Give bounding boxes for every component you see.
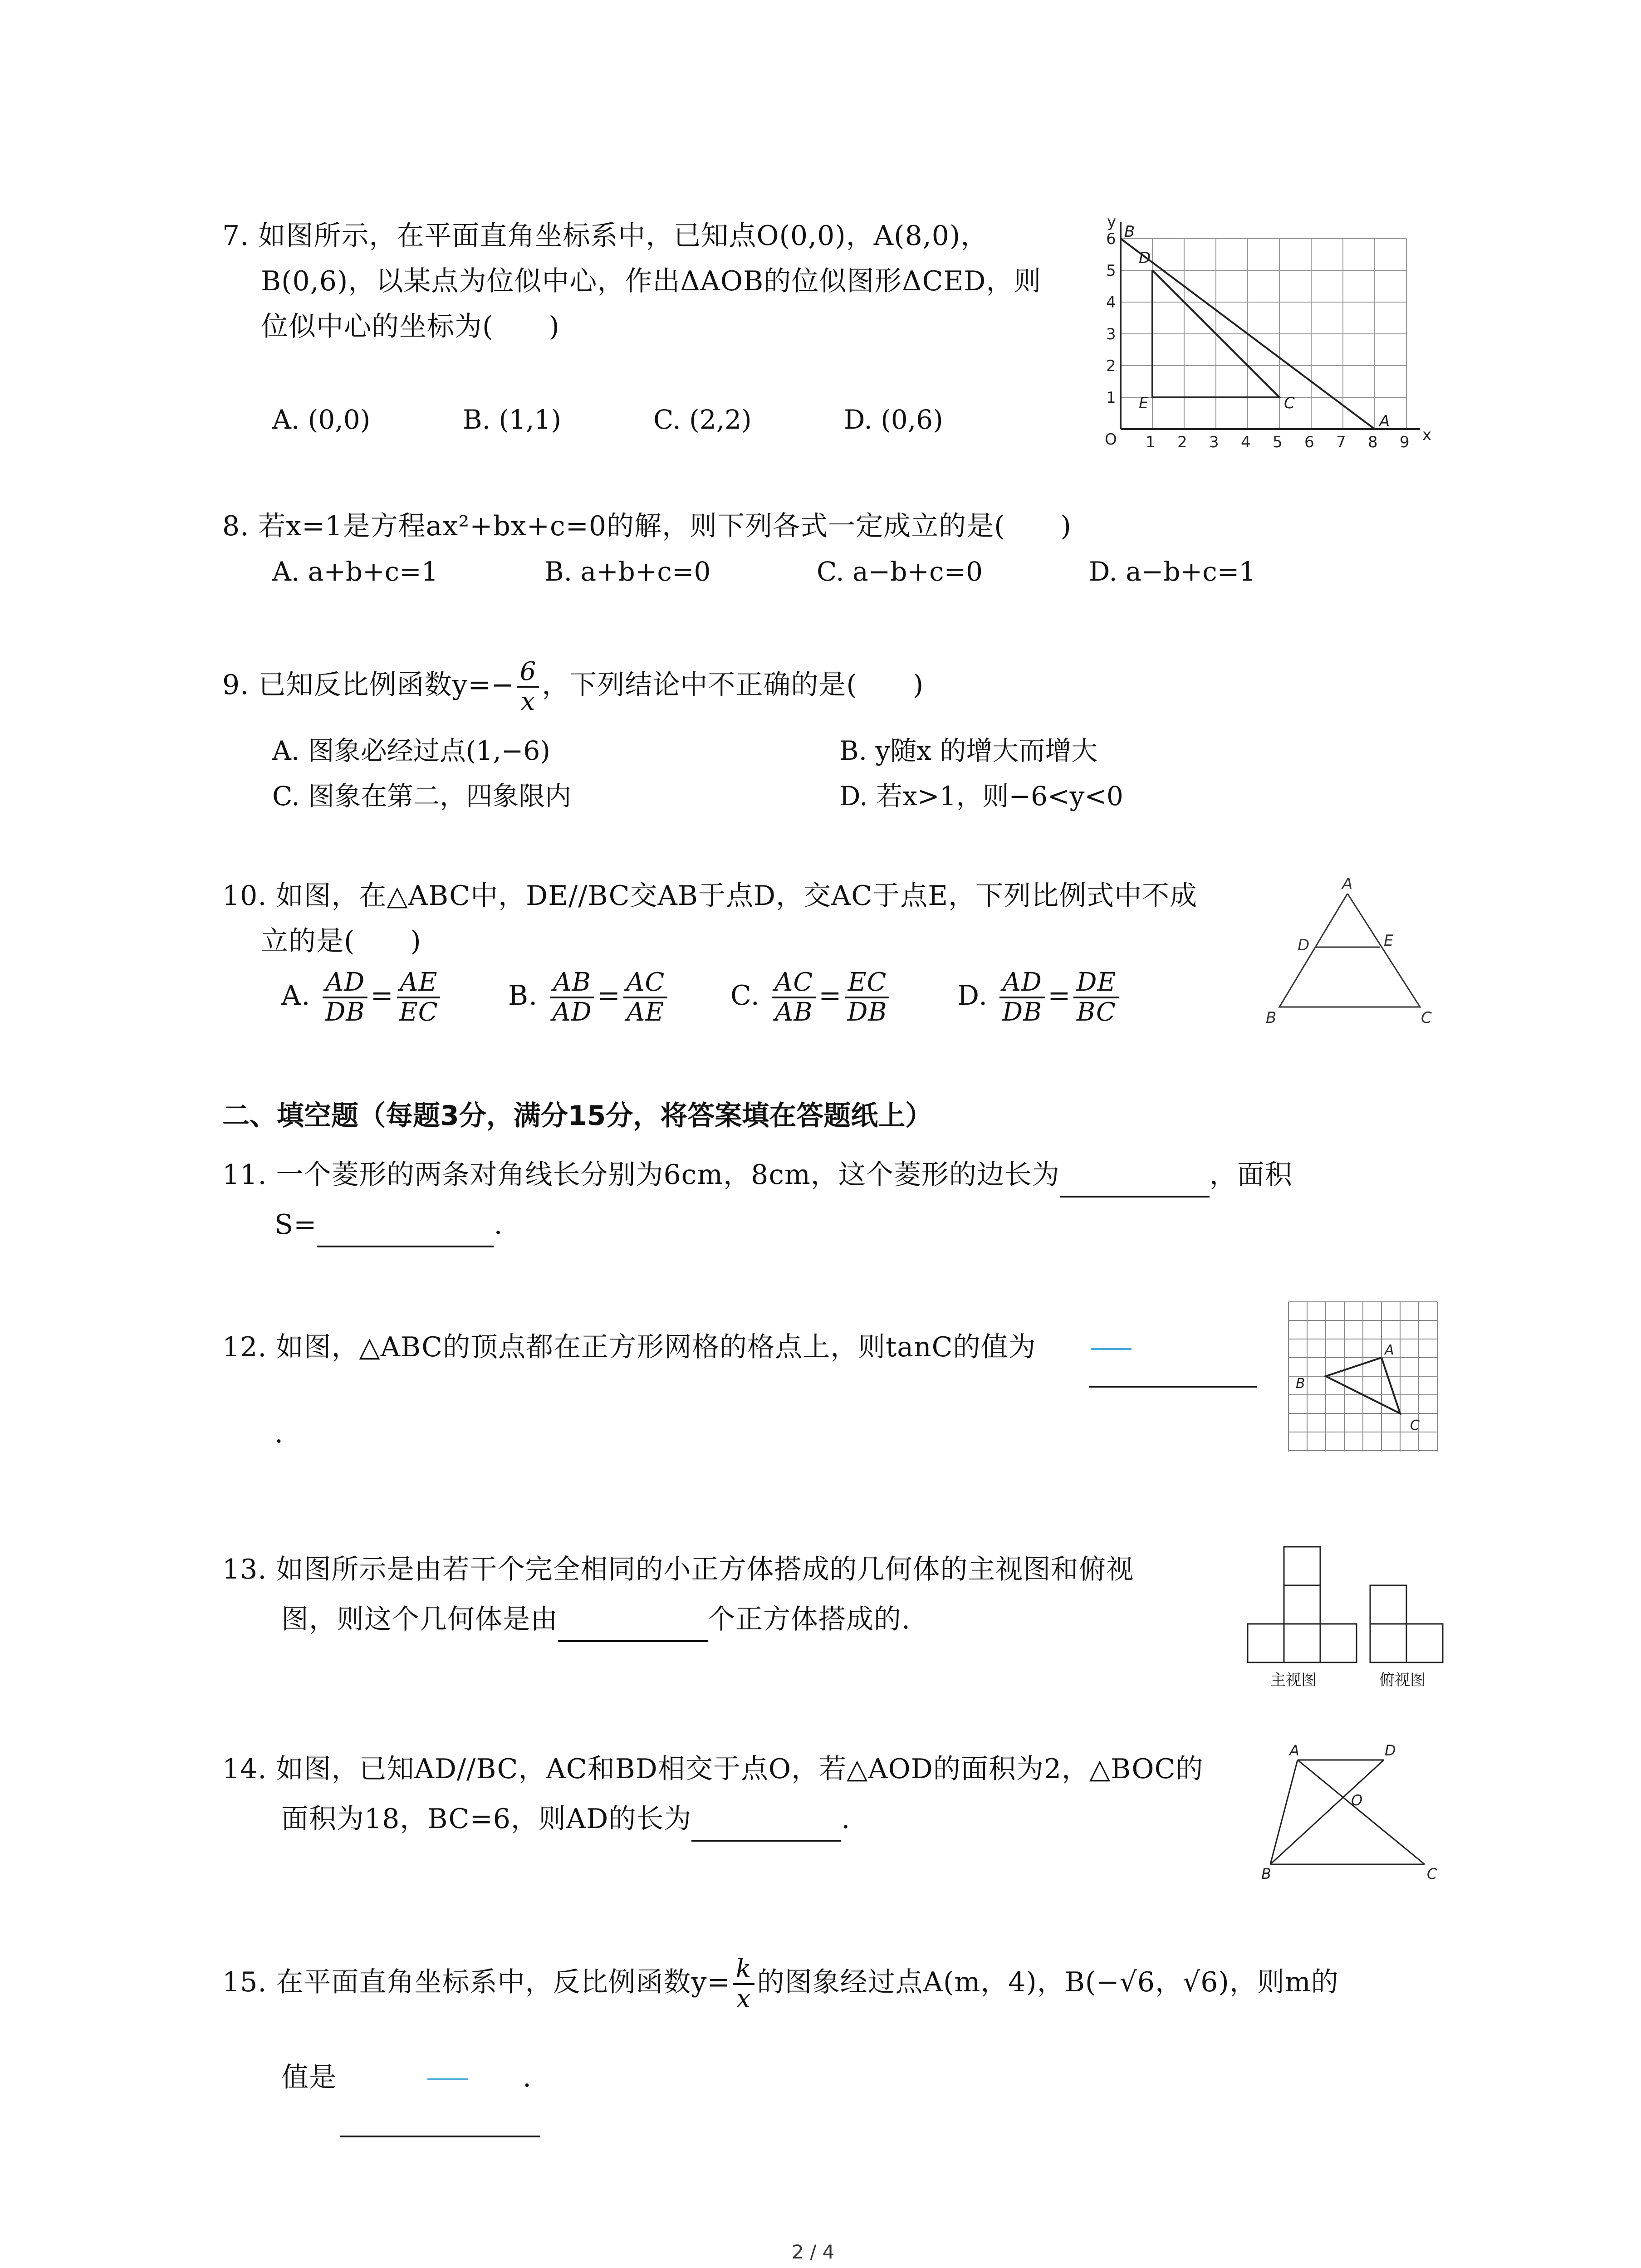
frac-num: EC: [845, 968, 890, 998]
svg-text:4: 4: [1106, 293, 1116, 312]
svg-text:8: 8: [1368, 433, 1378, 451]
fraction: [845, 968, 890, 1026]
svg-text:O: O: [1351, 1792, 1363, 1809]
svg-text:A: A: [1342, 875, 1353, 893]
svg-text:x: x: [1422, 426, 1432, 444]
q9-option-a[interactable]: A. 图象必经过点(1,−6): [272, 735, 550, 766]
q8-stem: 8. 若x=1是方程ax²+bx+c=0的解，则下列各式一定成立的是( ): [222, 510, 1072, 542]
svg-text:D: D: [1385, 1742, 1396, 1759]
svg-text:A: A: [1385, 1342, 1394, 1358]
fraction: [1073, 968, 1119, 1026]
svg-text:B: B: [1124, 223, 1135, 241]
q9-stem: [222, 653, 924, 717]
q8-option-a[interactable]: A. a+b+c=1: [272, 556, 438, 587]
frac-num: AE: [397, 968, 440, 998]
q13-text-end: 个正方体搭成的.: [708, 1603, 911, 1635]
q12-line1: [222, 1325, 1132, 1370]
q11-answer-blank-area[interactable]: [317, 1214, 494, 1247]
svg-text:6: 6: [1106, 230, 1116, 248]
q14-period: .: [841, 1803, 851, 1835]
q9-frac-den: x: [520, 687, 536, 717]
svg-text:C: C: [1421, 1009, 1432, 1027]
q10-option-c-label: C.: [730, 980, 760, 1012]
svg-text:2: 2: [1177, 433, 1187, 451]
frac-num: AB: [550, 968, 594, 998]
svg-text:9: 9: [1400, 433, 1410, 451]
frac-den: DB: [1002, 997, 1043, 1027]
svg-text:5: 5: [1273, 433, 1283, 451]
q13-top-caption: 俯视图: [1379, 1671, 1425, 1689]
q7-coordinate-figure: [1089, 200, 1461, 454]
svg-text:C: C: [1427, 1865, 1437, 1882]
q9-fraction: [517, 658, 539, 716]
frac-num: AC: [623, 968, 667, 998]
q10-line1: 10. 如图，在△ABC中，DE//BC交AB于点D，交AC于点E，下列比例式中不成: [222, 880, 1198, 912]
q10-triangle-figure: [1252, 875, 1452, 1030]
q7-line3: 位似中心的坐标为( ): [261, 311, 560, 342]
svg-text:E: E: [1384, 932, 1394, 950]
fraction: [549, 968, 594, 1026]
frac-num: AD: [323, 968, 367, 998]
q7-line2: B(0,6)，以某点为位似中心，作出ΔAOB的位似图形ΔCED，则: [261, 265, 1042, 297]
fraction: [772, 968, 816, 1026]
q10-option-d[interactable]: D. $\frac{AD}{DB}$ = $\frac{DE}{BC}$: [957, 962, 1122, 1030]
q11-line1: [222, 1152, 1293, 1198]
q7-option-d[interactable]: D. (0,6): [844, 404, 943, 435]
q13-front-caption: 主视图: [1270, 1671, 1317, 1689]
fraction: [397, 968, 441, 1026]
q15-text-b: 的图象经过点A(m，4)，B(−√6，√6)，则m的: [757, 1966, 1339, 1998]
q11-line2: [274, 1202, 503, 1247]
q10-option-a[interactable]: A. $\frac{AD}{DB}$ = $\frac{AE}{EC}$: [281, 962, 444, 1030]
q13-text: 图，则这个几何体是由: [281, 1603, 558, 1635]
svg-text:D: D: [1298, 936, 1310, 954]
q8-option-b[interactable]: B. a+b+c=0: [544, 556, 711, 587]
q15-fraction-bar: [427, 2078, 468, 2080]
svg-text:B: B: [1261, 1865, 1271, 1882]
frac-num: DE: [1073, 968, 1119, 998]
q12-text: 12. 如图，△ABC的顶点都在正方形网格的格点上，则tanC的值为: [222, 1331, 1036, 1363]
q9-option-c[interactable]: C. 图象在第二，四象限内: [272, 781, 572, 811]
q11-s-label: S=: [274, 1209, 317, 1241]
q14-answer-blank[interactable]: [691, 1808, 841, 1842]
q15-line2: [281, 2055, 532, 2100]
q9-stem-before: 9. 已知反比例函数y=−: [222, 669, 514, 701]
q14-line1: 14. 如图，已知AD//BC，AC和BD相交于点O，若△AOD的面积为2，△BOC的: [222, 1753, 1204, 1785]
q13-answer-blank[interactable]: [558, 1608, 708, 1642]
q15-fraction: [733, 1955, 754, 2013]
q14-text: 面积为18，BC=6，则AD的长为: [281, 1803, 692, 1835]
svg-text:C: C: [1410, 1418, 1420, 1433]
q7-option-c[interactable]: C. (2,2): [653, 404, 752, 435]
svg-text:2: 2: [1106, 357, 1116, 375]
q12-grid-figure: [1284, 1297, 1443, 1456]
section-2-heading: 二、填空题（每题3分，满分15分，将答案填在答题纸上）: [222, 1100, 933, 1132]
frac-num: AC: [772, 968, 816, 998]
q9-stem-after: ，下列结论中不正确的是( ): [542, 669, 924, 701]
svg-text:A: A: [1379, 412, 1390, 430]
frac-den: EC: [399, 997, 438, 1027]
q15-frac-den: x: [736, 1984, 751, 2014]
q10-option-d-label: D.: [957, 980, 988, 1012]
q10-option-b-label: B.: [508, 980, 538, 1012]
q8-option-c[interactable]: C. a−b+c=0: [817, 556, 983, 587]
q15-line1: [222, 1946, 1339, 2019]
q10-option-c[interactable]: C. $\frac{AC}{AB}$ = $\frac{EC}{DB}$: [730, 962, 893, 1030]
q15-period: .: [523, 2062, 532, 2093]
svg-text:A: A: [1289, 1742, 1299, 1759]
svg-text:1: 1: [1146, 433, 1156, 451]
q7-option-a[interactable]: A. (0,0): [272, 404, 371, 435]
frac-den: AD: [552, 997, 592, 1027]
svg-text:7: 7: [1336, 433, 1346, 451]
q10-option-a-label: A.: [281, 980, 311, 1012]
q15-answer-blank[interactable]: [340, 2136, 540, 2137]
frac-den: BC: [1076, 997, 1116, 1027]
frac-den: DB: [847, 997, 887, 1027]
q15-frac-num: k: [733, 1955, 754, 1985]
q10-option-b[interactable]: B. $\frac{AB}{AD}$ = $\frac{AC}{AE}$: [508, 962, 670, 1030]
svg-text:B: B: [1296, 1376, 1305, 1392]
svg-text:D: D: [1139, 249, 1151, 267]
frac-den: DB: [325, 997, 365, 1027]
q11-answer-blank-side[interactable]: [1060, 1164, 1210, 1198]
q10-line2: 立的是( ): [261, 925, 421, 957]
q13-line1: 13. 如图所示是由若干个完全相同的小正方体搭成的几何体的主视图和俯视: [222, 1554, 1134, 1585]
svg-text:y: y: [1107, 213, 1117, 231]
svg-text:4: 4: [1241, 433, 1251, 451]
q14-trapezoid-figure: [1252, 1737, 1456, 1882]
q11-period: .: [494, 1209, 503, 1241]
q13-line2: [281, 1597, 911, 1642]
q9-option-b[interactable]: B. y随x 的增大而增大: [839, 735, 1098, 766]
page-number: 2 / 4: [792, 2241, 835, 2263]
q12-fraction-bar: [1091, 1348, 1132, 1350]
q12-answer-blank[interactable]: [1089, 1386, 1257, 1388]
svg-text:3: 3: [1106, 325, 1116, 343]
q12-period: .: [274, 1418, 284, 1449]
fraction: [322, 968, 367, 1026]
svg-text:6: 6: [1304, 433, 1314, 451]
q15-text: 值是: [281, 2062, 337, 2093]
q7-line1: 7. 如图所示，在平面直角坐标系中，已知点O(0,0)，A(8,0)，: [222, 220, 989, 252]
svg-text:E: E: [1139, 394, 1149, 412]
svg-text:1: 1: [1106, 389, 1116, 407]
svg-text:5: 5: [1106, 262, 1116, 280]
svg-text:C: C: [1284, 394, 1295, 412]
q8-option-d[interactable]: D. a−b+c=1: [1089, 556, 1256, 587]
q7-option-b[interactable]: B. (1,1): [463, 404, 561, 435]
frac-num: AD: [999, 968, 1044, 998]
q9-frac-num: 6: [517, 658, 539, 688]
q11-text-end: ，面积: [1209, 1159, 1293, 1191]
fraction: [999, 968, 1045, 1026]
fraction: [623, 968, 667, 1026]
frac-den: AB: [774, 997, 813, 1027]
svg-text:B: B: [1266, 1009, 1277, 1027]
q13-views-figure: [1243, 1542, 1456, 1706]
svg-text:3: 3: [1209, 433, 1219, 451]
q11-text: 11. 一个菱形的两条对角线长分别为6cm，8cm，这个菱形的边长为: [222, 1159, 1060, 1191]
q9-option-d[interactable]: D. 若x>1，则−6<y<0: [839, 781, 1123, 811]
q15-text-a: 15. 在平面直角坐标系中，反比例函数y=: [222, 1966, 730, 1998]
frac-den: AE: [626, 997, 665, 1027]
q14-line2: [281, 1796, 850, 1842]
svg-text:O: O: [1105, 430, 1117, 449]
